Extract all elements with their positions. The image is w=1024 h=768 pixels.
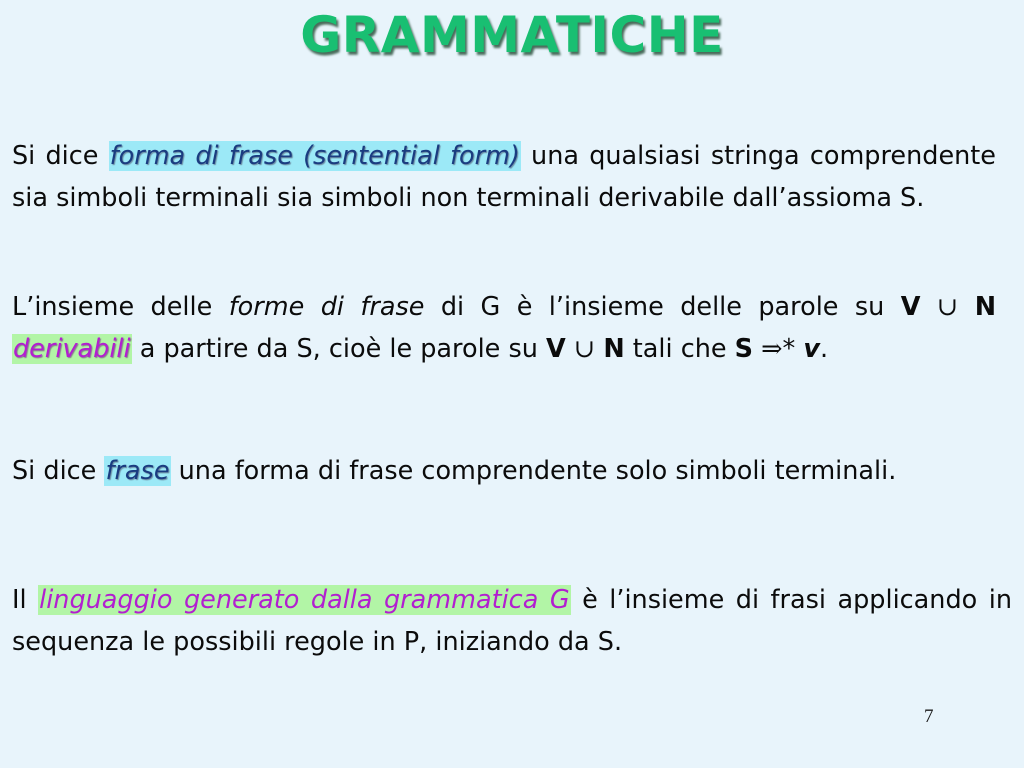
p2-end: . — [820, 333, 829, 364]
derivation-arrow-icon: ⇒ — [753, 333, 783, 364]
union-symbol-1: ∪ — [920, 292, 975, 322]
p3-suffix: una forma di frase comprendente solo simboli terminali. — [170, 456, 897, 486]
paragraph-linguaggio — [12, 580, 1012, 663]
p4-prefix: Il — [12, 585, 39, 615]
p1-suffix: una qualsiasi stringa comprendente sia simboli terminali sia simboli non terminali derivabile dall’assioma S. — [12, 141, 996, 213]
page-number: 7 — [924, 706, 934, 727]
p2-symbol-v-1: V — [900, 292, 921, 322]
p2-symbol-n-1: N — [974, 292, 997, 322]
p2-text-4: a partire da S, cioè le parole su — [131, 333, 547, 364]
p2-symbol-s: S — [734, 333, 754, 364]
p4-suffix: è l’insieme di frasi applicando in sequenza le possibili regole in P, iniziando da S. — [12, 585, 1012, 657]
p1-prefix: Si dice — [12, 141, 109, 171]
p2-text-5: tali che — [624, 333, 735, 364]
p2-text-3: di G è l’insieme delle parole su — [424, 292, 901, 322]
p2-symbol-v-2: V — [546, 333, 566, 364]
p2-symbol-n-2: N — [603, 333, 625, 364]
term-frase: frase — [105, 456, 170, 486]
paragraph-insieme-forme — [12, 287, 996, 370]
p3-prefix: Si dice — [12, 456, 105, 486]
term-linguaggio-generato: linguaggio generato dalla grammatica G — [39, 585, 570, 615]
slide-title: GRAMMATICHE — [300, 6, 724, 64]
p2-forme-di-frase: forme di frase — [228, 292, 425, 322]
p2-symbol-v-italic: v — [803, 333, 821, 364]
p2-text-1: L’insieme delle — [12, 292, 229, 322]
paragraph-frase — [12, 451, 996, 493]
paragraph-sentential-form — [12, 136, 996, 219]
term-derivabili: derivabili — [13, 333, 131, 364]
union-symbol-2: ∪ — [565, 333, 604, 364]
p2-star: * — [782, 333, 804, 364]
term-forma-di-frase: forma di frase (sentential form) — [109, 141, 520, 171]
